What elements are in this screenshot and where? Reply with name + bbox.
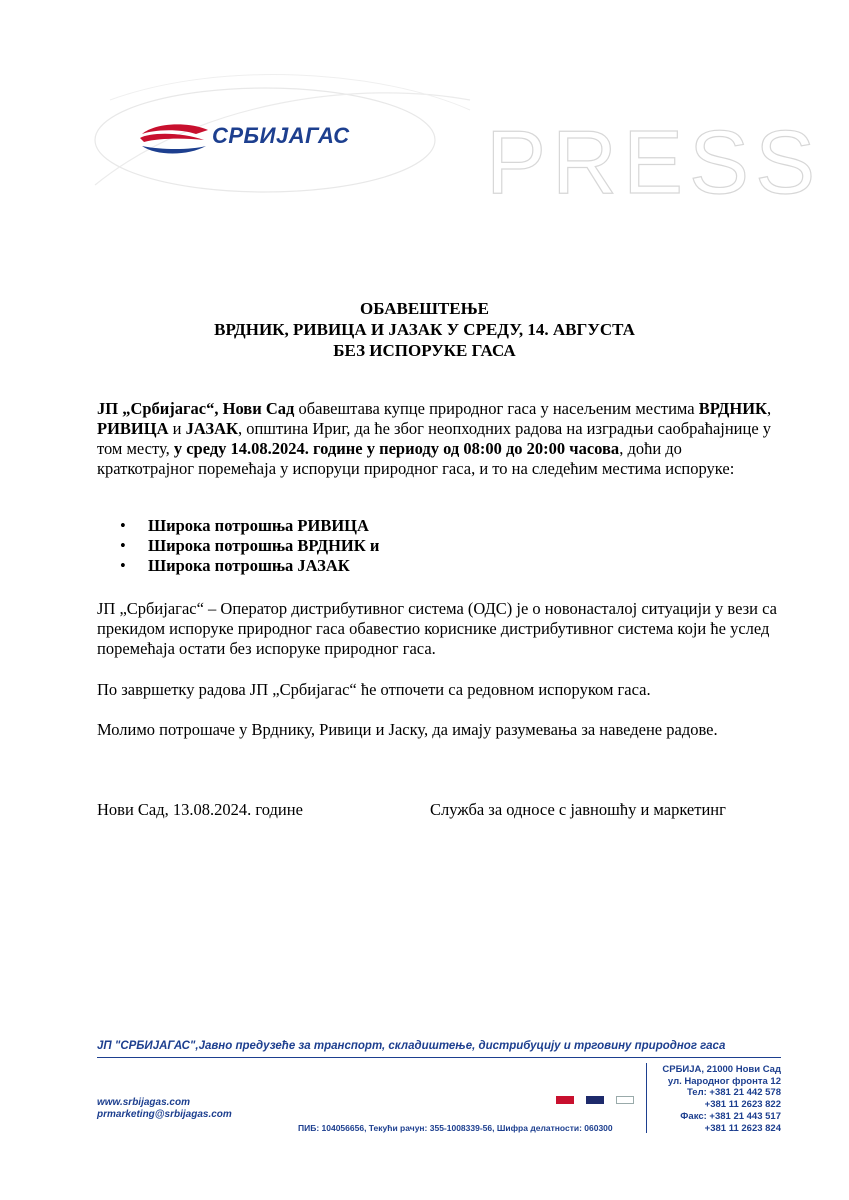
title-line-3: БЕЗ ИСПОРУКЕ ГАСА (333, 341, 516, 360)
footer-website-link[interactable]: www.srbijagas.com (97, 1097, 190, 1108)
footer-divider (97, 1057, 781, 1058)
list-item: • Широка потрошња ВРДНИК и (120, 536, 379, 556)
place-rivica: РИВИЦА (97, 419, 169, 438)
footer-company-line: ЈП "СРБИЈАГАС",Јавно предузеће за транспорт, складиштење, дистрибуцију и трговину природног гаса (97, 1040, 726, 1052)
footer-email-link[interactable]: prmarketing@srbijagas.com (97, 1109, 232, 1120)
footer-company-ids: ПИБ: 104056656, Текући рачун: 355-1008339-56, Шифра делатности: 060300 (298, 1123, 613, 1133)
text-segment: обавештава купце природног гаса у насељеним местима (294, 399, 699, 418)
address-line: Факс: +381 21 443 517 (680, 1110, 781, 1122)
delivery-points-list (120, 516, 379, 576)
brand-name: СРБИЈАГАС (212, 123, 350, 148)
press-watermark: PRESS (486, 113, 822, 213)
paragraph-announcement (97, 399, 777, 479)
letterhead (0, 0, 849, 230)
footer-red-square (556, 1096, 574, 1104)
list-item: • Широка потрошња ЈАЗАК (120, 556, 379, 576)
footer-vertical-divider (646, 1063, 647, 1133)
paragraph-apology: Молимо потрошаче у Врднику, Ривици и Јаску, да имају разумевања за наведене радове. (97, 720, 718, 739)
place-vrdnik: ВРДНИК (698, 399, 767, 418)
srbijagas-logo-icon (138, 122, 210, 158)
address-line: +381 11 2623 824 (704, 1122, 781, 1134)
paragraph-resume: По завршетку радова ЈП „Србијагас“ ће отпочети са редовном испоруком гаса. (97, 680, 651, 699)
title-line-1: ОБАВЕШТЕЊЕ (360, 299, 489, 318)
outage-time: у среду 14.08.2024. године у периоду од 08:00 до 20:00 часова (173, 439, 620, 458)
footer-address (662, 1064, 781, 1134)
address-line: Тел: +381 21 442 578 (686, 1087, 781, 1099)
address-line: ул. Народног фронта 12 (667, 1075, 781, 1087)
address-line: +381 11 2623 822 (704, 1099, 781, 1111)
address-line: СРБИЈА, 21000 Нови Сад (662, 1064, 781, 1075)
department-signature: Служба за односе с јавношћу и маркетинг (430, 800, 726, 819)
list-item: • Широка потрошња РИВИЦА (120, 516, 379, 536)
place-and-date: Нови Сад, 13.08.2024. године (97, 800, 303, 819)
text-separator: и (168, 419, 186, 438)
footer-white-square (616, 1096, 634, 1104)
text-segment: , општина Ириг, да ће због неопходних радова на изградњи саобраћајнице у том месту, (97, 419, 772, 458)
paragraph-operator: ЈП „Србијагас“ – Оператор дистрибутивног система (ОДС) је о новонасталој ситуацији у вези са прекидом испоруке природног гаса обавестио кориснике дистрибутивног система који ће услед поремећаја остати без испоруке природног гаса. (97, 599, 777, 658)
text-segment: , доћи до краткотрајног поремећаја у испоруци природног гаса, и то на следећим местима испоруке: (97, 439, 735, 478)
place-jazak: ЈАЗАК (185, 419, 238, 438)
text-separator: , (767, 399, 772, 418)
company-name: ЈП „Србијагас“, Нови Сад (97, 399, 295, 418)
footer-navy-square (586, 1096, 604, 1104)
title-line-2: ВРДНИК, РИВИЦА И ЈАЗАК У СРЕДУ, 14. АВГУСТА (214, 320, 635, 339)
